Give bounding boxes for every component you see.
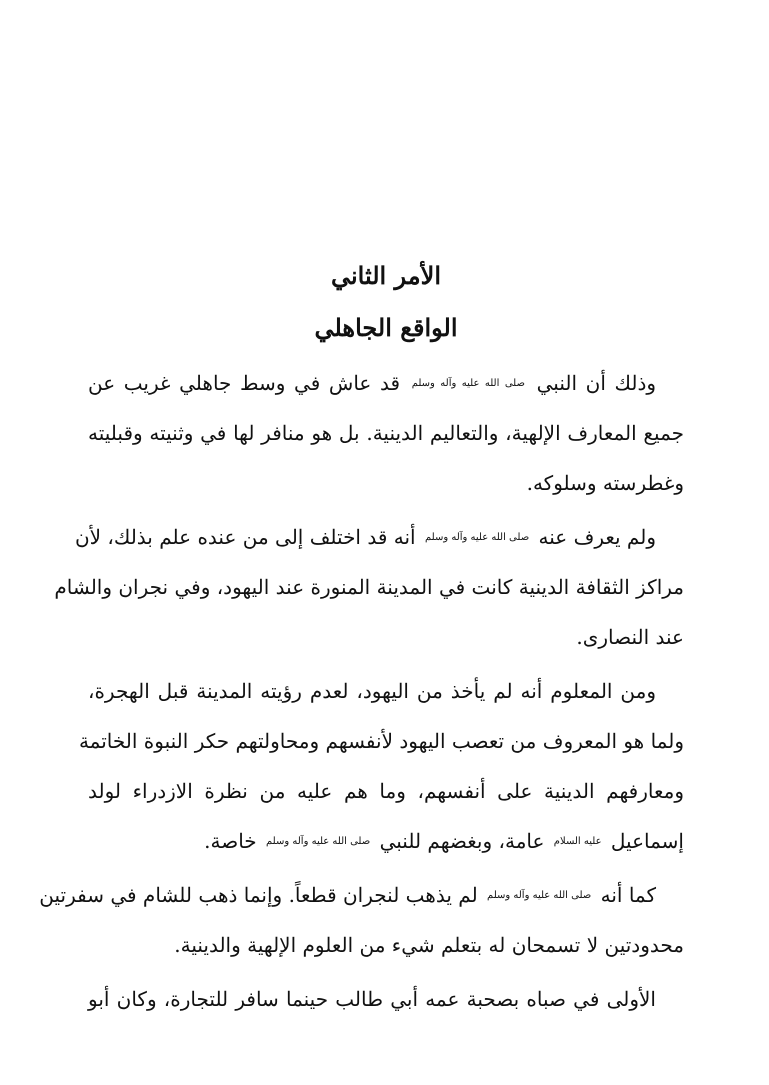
text-segment: ومن المعلوم أنه لم يأخذ من اليهود، لعدم رؤيته المدينة قبل الهجرة، [88, 679, 656, 703]
text-segment: ولما هو المعروف من تعصب اليهود لأنفسهم ومحاولتهم حكر النبوة الخاتمة [78, 729, 684, 753]
text-line [74, 512, 684, 562]
text-segment: أنه قد اختلف إلى من عنده علم بذلك، لأن [74, 525, 416, 549]
text-segment: كما أنه [600, 883, 656, 907]
text-segment: قد عاش في وسط جاهلي غريب عن [88, 371, 401, 395]
text-line [88, 612, 684, 662]
honorific-glyph: صلى الله عليه وآله وسلم [266, 836, 371, 847]
text-segment: وذلك أن النبي [536, 371, 657, 395]
text-line [88, 458, 684, 508]
honorific-glyph: عليه السلام [553, 836, 602, 847]
text-segment: إسماعيل [610, 829, 684, 853]
section-heading: الواقع الجاهلي [314, 313, 458, 342]
honorific-glyph: صلى الله عليه وآله وسلم [487, 890, 592, 901]
text-line [54, 562, 684, 612]
text-segment: عند النصارى. [576, 625, 684, 649]
text-segment: ومعارفهم الدينية على أنفسهم، وما هم عليه من نظرة الازدراء لولد [88, 779, 684, 803]
text-line [88, 666, 684, 716]
text-segment: لم يذهب لنجران قطعاً. وإنما ذهب للشام في سفرتين [39, 883, 478, 907]
text-line [88, 408, 684, 458]
text-line [78, 716, 684, 766]
text-segment: وغطرسته وسلوكه. [526, 471, 684, 495]
text-line [88, 358, 684, 408]
text-segment: مراكز الثقافة الدينية كانت في المدينة المنورة عند اليهود، وفي نجران والشام [54, 575, 684, 599]
book-page [39, 250, 684, 1024]
text-line [88, 920, 684, 970]
chapter-heading: الأمر الثاني [330, 261, 442, 290]
paragraph [88, 358, 684, 508]
paragraph [39, 870, 684, 970]
text-line [88, 816, 684, 866]
text-segment: جميع المعارف الإلهية، والتعاليم الدينية. بل هو منافر لها في وثنيته وقبليته [88, 421, 684, 445]
text-segment: محدودتين لا تسمحان له بتعلم شيء من العلوم الإلهية والدينية. [174, 933, 684, 957]
page-body [39, 358, 684, 1024]
paragraph [54, 512, 684, 662]
text-line [39, 870, 684, 920]
text-segment: ولم يعرف عنه [538, 525, 656, 549]
text-line [88, 766, 684, 816]
paragraph [88, 974, 684, 1024]
paragraph [78, 666, 684, 866]
text-segment: عامة، وبغضهم للنبي [379, 829, 545, 853]
text-segment: خاصة. [204, 829, 257, 853]
text-line [88, 974, 684, 1024]
text-segment: الأولى في صباه بصحبة عمه أبي طالب حينما سافر للتجارة، وكان أبو [88, 987, 656, 1011]
honorific-glyph: صلى الله عليه وآله وسلم [411, 378, 525, 389]
honorific-glyph: صلى الله عليه وآله وسلم [424, 532, 530, 543]
